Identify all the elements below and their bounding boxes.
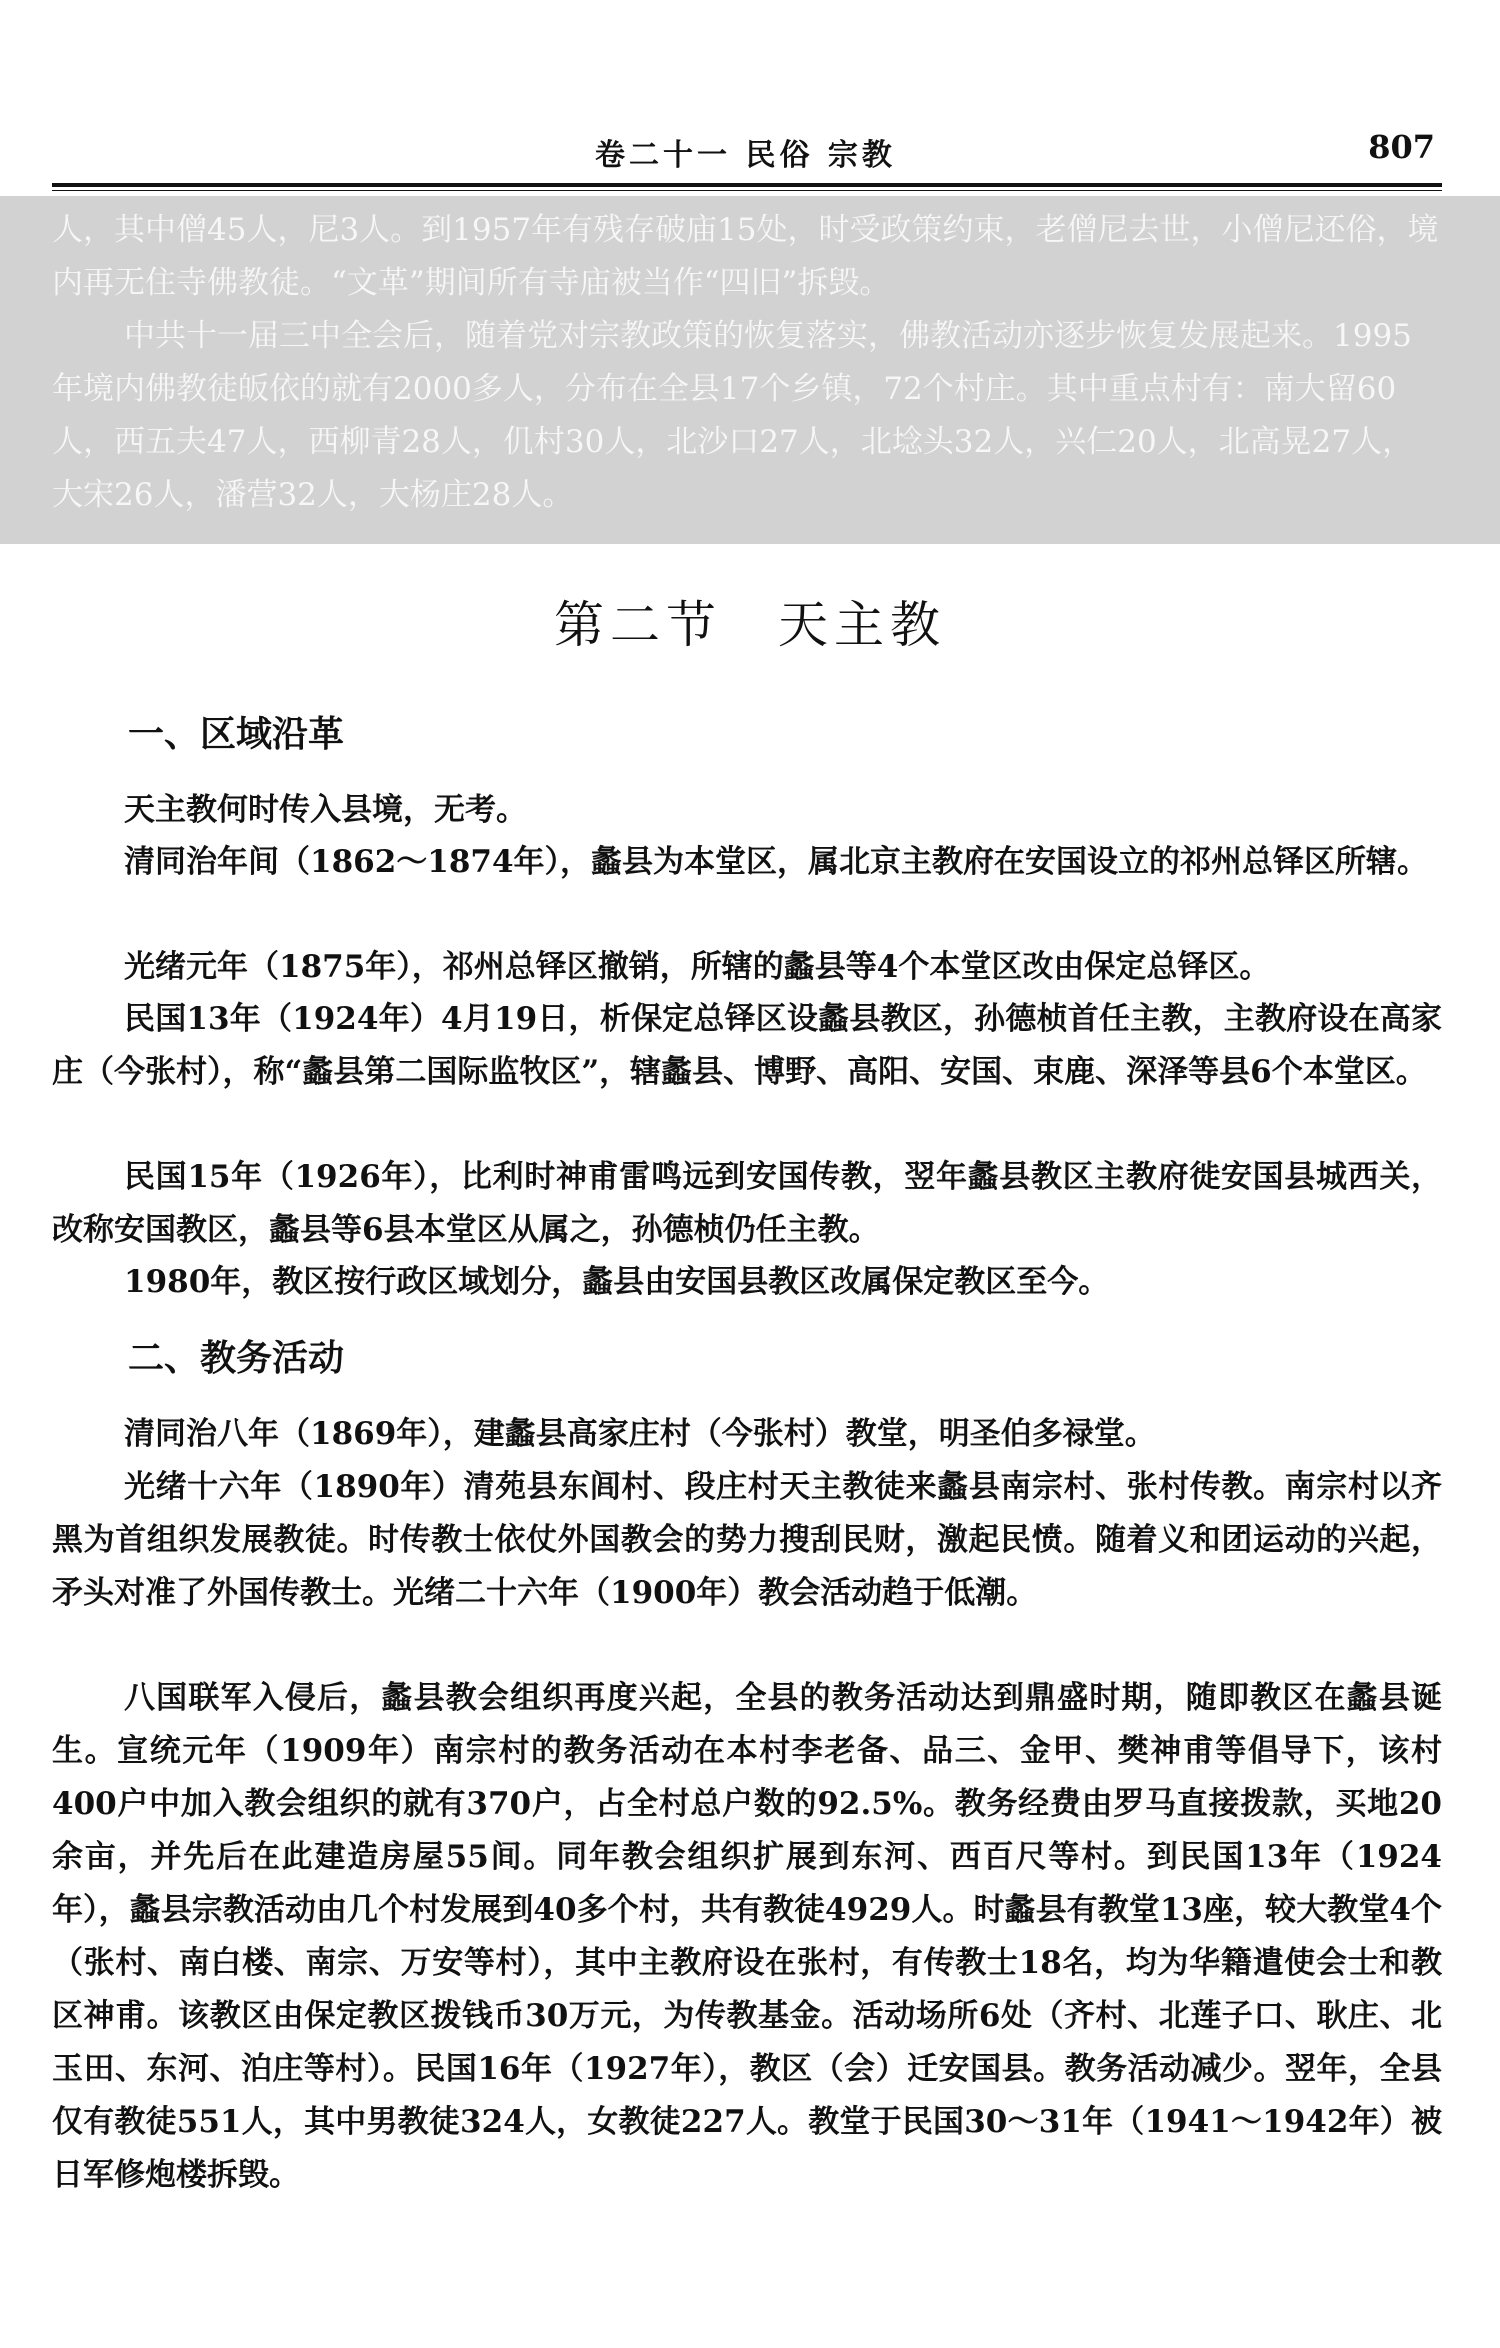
paragraph: 八国联军入侵后，蠡县教会组织再度兴起，全县的教务活动达到鼎盛时期，随即教区在蠡县诞生。宣统元年（1909年）南宗村的教务活动在本村李老备、品三、金甲、樊神甫等倡导下，该村400户中加入教会组织的就有370户，占全村总户数的92.5%。教务经费由罗马直接拨款，买地20余亩，并先后在此建造房屋55间。同年教会组织扩展到东河、西百尺等村。到民国13年（1924年），蠡县宗教活动由几个村发展到40多个村，共有教徒4929人。时蠡县有教堂13座，较大教堂4个（张村、南白楼、南宗、万安等村），其中主教府设在张村，有传教士18名，均为华籍遣使会士和教区神甫。该教区由保定教区拨钱币30万元，为传教基金。活动场所6处（齐村、北莲子口、耿庄、北玉田、东河、泊庄等村）。民国16年（1927年），教区（会）迁安国县。教务活动减少。翌年，全县仅有教徒551人，其中男教徒324人，女教徒227人。教堂于民国30～31年（1941～1942年）被日军修炮楼拆毁。 [52, 1680, 1442, 2193]
paragraph: 民国13年（1924年）4月19日，析保定总铎区设蠡县教区，孙德桢首任主教，主教府设在高家庄（今张村），称“蠡县第二国际监牧区”，辖蠡县、博野、高阳、安国、束鹿、深泽等县6个本堂区。 [52, 1001, 1442, 1090]
subheading-church-activities: 二、教务活动 [128, 1338, 345, 1379]
paragraph: 清同治年间（1862～1874年），蠡县为本堂区，属北京主教府在安国设立的祁州总铎区所辖。 [124, 844, 1429, 880]
paragraph: 光绪元年（1875年），祁州总铎区撤销，所辖的蠡县等4个本堂区改由保定总铎区。 [124, 949, 1271, 985]
header-rule-thick [52, 183, 1442, 187]
running-header [50, 128, 1445, 178]
paragraph: 民国15年（1926年），比利时神甫雷鸣远到安国传教，翌年蠡县教区主教府徙安国县城西关，改称安国教区，蠡县等6县本堂区从属之，孙德桢仍任主教。 [52, 1159, 1442, 1248]
chapter-title: 卷二十一 民俗 宗教 [595, 138, 896, 173]
page-number: 807 [1368, 128, 1435, 166]
paragraph: 天主教何时传入县境，无考。 [124, 792, 527, 828]
header-rule-thin [52, 190, 1442, 191]
paragraph: 清同治八年（1869年），建蠡县高家庄村（今张村）教堂，明圣伯多禄堂。 [124, 1416, 1156, 1452]
paragraph: 1980年，教区按行政区域划分，蠡县由安国县教区改属保定教区至今。 [124, 1264, 1110, 1300]
paragraph: 光绪十六年（1890年）清苑县东闾村、段庄村天主教徒来蠡县南宗村、张村传教。南宗村以齐黑为首组织发展教徒。时传教士依仗外国教会的势力搜刮民财，激起民愤。随着义和团运动的兴起，矛头对准了外国传教士。光绪二十六年（1900年）教会活动趋于低潮。 [52, 1469, 1442, 1611]
shaded-paragraph: 中共十一届三中全会后，随着党对宗教政策的恢复落实，佛教活动亦逐步恢复发展起来。1995年境内佛教徒皈依的就有2000多人，分布在全县17个乡镇，72个村庄。其中重点村有：南大留60人，西五夫47人，西柳青28人，仉村30人，北沙口27人，北埝头32人，兴仁20人，北高晃27人，大宋26人，潘营32人，大杨庄28人。 [52, 318, 1414, 513]
subheading-region-history: 一、区域沿革 [128, 714, 345, 755]
shaded-continuation-block [0, 196, 1500, 544]
shaded-paragraph: 人，其中僧45人，尼3人。到1957年有残存破庙15处，时受政策约束，老僧尼去世，小僧尼还俗，境内再无住寺佛教徒。“文革”期间所有寺庙被当作“四旧”拆毁。 [52, 212, 1439, 301]
section-title: 第二节 天主教 [554, 596, 946, 654]
